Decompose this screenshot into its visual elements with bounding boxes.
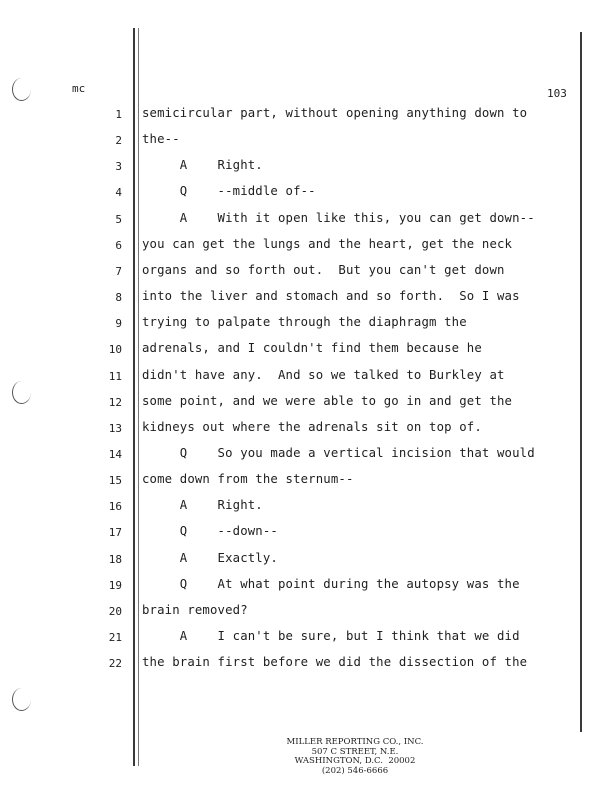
line-text: organs and so forth out. But you can't get down [142,262,505,277]
line-text: A With it open like this, you can get down-- [142,210,535,225]
line-text: A Exactly. [142,550,278,565]
line-number: 10 [108,343,122,357]
line-text: didn't have any. And so we talked to Burkley at [142,367,505,382]
line-number: 14 [108,447,122,461]
transcript-line [0,472,612,490]
transcript-line [0,211,612,229]
line-number: 19 [108,578,122,592]
footer-phone: (202) 546-6666 [321,765,389,776]
line-number: 11 [108,369,122,383]
transcript-line [0,577,612,595]
reporter-footer [250,738,460,776]
line-text: trying to palpate through the diaphragm the [142,315,467,330]
transcript-line [0,158,612,176]
line-text: kidneys out where the adrenals sit on top of. [142,419,482,434]
line-text: Q --middle of-- [142,184,316,199]
transcript-line [0,498,612,516]
line-text: you can get the lungs and the heart, get the neck [142,236,513,251]
transcript-line [0,629,612,647]
transcript-line [0,237,612,255]
line-number: 1 [115,108,122,121]
line-text: A Right. [142,498,263,513]
line-number: 6 [115,238,122,252]
line-text: A I can't be sure, but I think that we did [142,629,520,643]
transcript-line [0,446,612,464]
line-text: semicircular part, without opening anything down to [142,106,528,120]
line-text: A Right. [142,158,263,173]
transcript-line [0,394,612,412]
line-number: 17 [108,526,122,540]
reporter-initials: mc [72,82,86,95]
footer-city: WASHINGTON, D.C. 20002 [294,756,416,766]
line-number: 5 [115,212,122,226]
line-number: 22 [108,657,122,671]
line-text: the brain first before we did the dissection of the [142,655,528,670]
punch-hole-mark [12,78,31,101]
line-text: brain removed? [142,602,248,617]
line-number: 21 [108,631,122,644]
page-number: 103 [547,87,567,100]
line-number: 7 [115,264,122,278]
transcript-line [0,420,612,438]
transcript-line [0,184,612,202]
transcript-line [0,655,612,673]
transcript-line [0,315,612,333]
line-text: Q At what point during the autopsy was the [142,576,520,591]
line-text: come down from the sternum-- [142,472,354,487]
line-text: adrenals, and I couldn't find them because he [142,341,482,356]
transcript-line [0,106,612,124]
line-number: 9 [115,317,122,331]
line-text: some point, and we were able to go in and get the [142,393,513,408]
transcript-line [0,132,612,150]
transcript-line [0,524,612,542]
line-number: 2 [115,134,122,148]
line-number: 12 [108,395,122,409]
line-text: Q So you made a vertical incision that would [142,445,535,460]
line-text: Q --down-- [142,524,278,539]
transcript-line [0,341,612,359]
line-number: 3 [115,160,122,174]
line-number: 16 [108,500,122,514]
transcript-line [0,368,612,386]
footer-company: MILLER REPORTING CO., INC. [286,737,424,747]
line-number: 4 [115,186,122,200]
line-number: 13 [108,421,122,435]
footer-street: 507 C STREET, N.E. [311,746,399,757]
line-text: into the liver and stomach and so forth. So I was [142,289,520,304]
transcript-line [0,603,612,621]
transcript-line [0,263,612,281]
line-number: 20 [108,604,122,618]
punch-hole-mark [12,688,31,711]
line-number: 18 [108,552,122,566]
line-number: 15 [108,474,122,488]
line-number: 8 [115,291,122,305]
line-text: the-- [142,132,180,147]
transcript-line [0,551,612,569]
transcript-line [0,289,612,307]
